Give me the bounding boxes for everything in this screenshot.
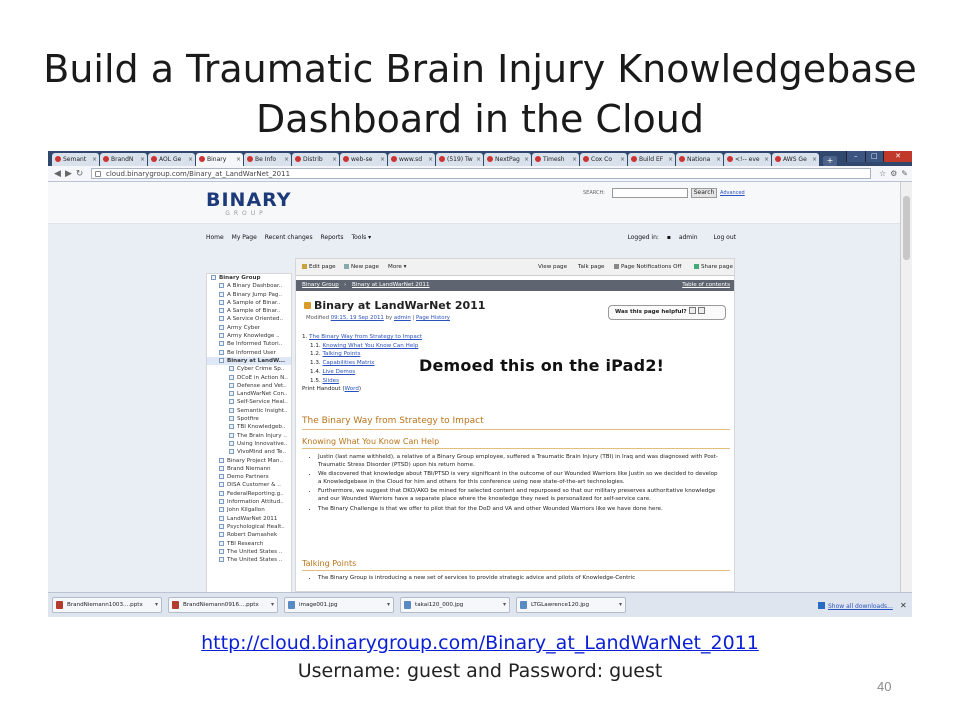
- scrollbar-thumb[interactable]: [903, 196, 910, 260]
- nav-my-page[interactable]: My Page: [231, 234, 257, 241]
- page-icon: [229, 441, 234, 446]
- downloads-bar: [48, 592, 912, 617]
- page-icon: [219, 507, 224, 512]
- tree-item-label: Information Attitud..: [227, 499, 284, 506]
- toc-item: [302, 333, 422, 342]
- download-menu-icon[interactable]: ▾: [502, 601, 506, 608]
- page-icon: [229, 391, 234, 396]
- download-menu-icon[interactable]: ▾: [618, 601, 622, 608]
- download-filename: LTGLawrence120.jpg: [531, 602, 590, 608]
- tree-item[interactable]: [207, 315, 291, 323]
- tree-item[interactable]: [207, 448, 291, 456]
- tab-favicon-icon: [103, 156, 109, 162]
- site-header: [48, 182, 900, 224]
- tab-favicon-icon: [583, 156, 589, 162]
- browser-tab[interactable]: [196, 153, 243, 166]
- tab-close-icon[interactable]: ×: [763, 156, 769, 163]
- browser-tab[interactable]: [52, 153, 99, 166]
- modified-line: Modified 09:15, 19 Sep 2011 by admin | Page History: [306, 315, 450, 321]
- tree-item-label: Spotfire: [237, 416, 259, 423]
- site-nav: [206, 234, 742, 244]
- toc-number: 1.4.: [310, 368, 323, 375]
- tab-close-icon[interactable]: ×: [619, 156, 625, 163]
- user-area: [627, 234, 742, 241]
- list-item: • The Binary Group is introducing a new set of services to provide strategic advice and pilots of Knowledge-Centric: [318, 575, 722, 583]
- section-heading-strategy: The Binary Way from Strategy to Impact: [302, 416, 730, 430]
- list-item: • The Binary Challenge is that we offer to pilot that for the DoD and VA and other Wounded Warriors like we have done here.: [318, 506, 722, 514]
- web-page: [48, 182, 900, 592]
- nav-home[interactable]: Home: [206, 234, 224, 241]
- article-toc: [302, 333, 422, 394]
- tree-item-label: Binary Group: [219, 275, 261, 281]
- tab-favicon-icon: [631, 156, 637, 162]
- tab-close-icon[interactable]: ×: [427, 156, 433, 163]
- tree-item-label: TBI Research: [227, 540, 264, 547]
- download-filename: takai120_000.jpg: [415, 602, 464, 608]
- tree-item-label: LandWarNet Con..: [237, 391, 288, 398]
- toc-number: 1.5.: [310, 377, 323, 384]
- page-icon: [211, 275, 216, 280]
- browser-tab[interactable]: [436, 153, 483, 166]
- tree-item[interactable]: [207, 498, 291, 506]
- browser-tab[interactable]: [676, 153, 723, 166]
- tab-label: AWS Ge: [783, 156, 807, 163]
- browser-tab[interactable]: [628, 153, 675, 166]
- nav-reports[interactable]: Reports: [320, 234, 344, 241]
- tab-label: (519) Tw: [447, 156, 473, 163]
- tab-favicon-icon: [151, 156, 157, 162]
- pptx-file-icon: [172, 601, 179, 609]
- window-controls: [846, 151, 912, 162]
- tab-close-icon[interactable]: ×: [667, 156, 673, 163]
- tree-item[interactable]: [207, 382, 291, 390]
- callout-text: Demoed this on the iPad2!: [419, 356, 665, 375]
- tab-favicon-icon: [727, 156, 733, 162]
- thumbs-down-icon[interactable]: [698, 307, 705, 314]
- page-icon: [219, 549, 224, 554]
- vertical-scrollbar[interactable]: [900, 182, 912, 592]
- tab-label: Binary: [207, 156, 227, 163]
- tree-item-label: Robert Damashek: [227, 532, 278, 539]
- wrench-icon[interactable]: ✎: [901, 169, 912, 178]
- binary-logo[interactable]: [206, 190, 302, 222]
- tree-item[interactable]: [207, 531, 291, 539]
- new-page-icon: [344, 264, 349, 269]
- credentials-text: Username: guest and Password: guest: [297, 660, 663, 682]
- download-filename: BrandNiemann1003....pptx: [67, 602, 143, 608]
- tree-item[interactable]: [207, 357, 291, 365]
- tab-label: Be Info: [255, 156, 277, 163]
- tree-item[interactable]: [207, 490, 291, 498]
- download-icon: [818, 602, 825, 609]
- logged-in-label: Logged in:: [627, 234, 661, 241]
- crumb-current[interactable]: Binary at LandWarNet 2011: [352, 282, 430, 288]
- more-menu[interactable]: More ▾: [388, 264, 407, 270]
- search-label: SEARCH:: [583, 190, 605, 196]
- download-item[interactable]: [52, 597, 162, 613]
- thumbs-up-icon[interactable]: [689, 307, 696, 314]
- modified-user-link[interactable]: admin: [393, 315, 411, 321]
- new-tab-icon[interactable]: +: [823, 156, 837, 166]
- back-icon[interactable]: ◀: [54, 168, 61, 179]
- browser-tab[interactable]: [580, 153, 627, 166]
- tree-item[interactable]: [207, 465, 291, 473]
- bell-icon: [614, 264, 619, 269]
- tree-item[interactable]: [207, 390, 291, 398]
- image-file-icon: [288, 601, 295, 609]
- tree-item-label: A Sample of Binar..: [227, 299, 281, 306]
- browser-tab[interactable]: [100, 153, 147, 166]
- page-icon: [219, 532, 224, 537]
- tree-item[interactable]: [207, 506, 291, 514]
- tab-favicon-icon: [439, 156, 445, 162]
- word-link[interactable]: Word: [344, 386, 359, 393]
- page-icon: [219, 482, 224, 487]
- tab-close-icon[interactable]: ×: [235, 156, 241, 163]
- advanced-search-link[interactable]: Advanced: [720, 190, 745, 196]
- slide-page-number: 40: [877, 679, 892, 694]
- tab-close-icon[interactable]: ×: [139, 156, 145, 163]
- table-of-contents-link[interactable]: Table of contents: [682, 282, 730, 288]
- tree-item[interactable]: [207, 457, 291, 465]
- page-title: Binary at LandWarNet 2011: [304, 299, 485, 312]
- tab-close-icon[interactable]: ×: [523, 156, 529, 163]
- page-icon: [219, 308, 224, 313]
- page-icon: [219, 474, 224, 479]
- tree-item[interactable]: [207, 432, 291, 440]
- tab-favicon-icon: [343, 156, 349, 162]
- page-history-link[interactable]: Page History: [416, 315, 450, 321]
- view-page-button[interactable]: View page: [538, 264, 568, 270]
- toc-item: [302, 368, 422, 377]
- tree-item-label: Be Informed Tutori..: [227, 341, 283, 348]
- page-icon: [229, 408, 234, 413]
- tree-item-label: The Brain Injury ..: [237, 432, 287, 439]
- toc-link[interactable]: Talking Points: [322, 351, 361, 358]
- browser-tab[interactable]: [244, 153, 291, 166]
- tree-item-label: Defense and Vet..: [237, 382, 287, 389]
- page-icon: [229, 449, 234, 454]
- tree-item-label: Binary at LandW...: [227, 357, 286, 364]
- tab-favicon-icon: [487, 156, 493, 162]
- toc-link[interactable]: Live Demos: [322, 368, 356, 375]
- toolbar-icons: [879, 169, 912, 178]
- logo-sub: GROUP: [225, 210, 267, 217]
- toc-item: [302, 350, 422, 359]
- page-icon: [229, 366, 234, 371]
- tab-favicon-icon: [55, 156, 61, 162]
- tree-item-label: A Sample of Binar..: [227, 308, 281, 315]
- tree-item-label: Semantic Insight..: [237, 407, 288, 414]
- tree-item-label: Army Cyber: [227, 324, 261, 331]
- toc-link[interactable]: Slides: [322, 377, 340, 384]
- tab-label: Distrib: [303, 156, 323, 163]
- download-item[interactable]: [516, 597, 626, 613]
- tree-item[interactable]: [207, 299, 291, 307]
- tab-favicon-icon: [679, 156, 685, 162]
- toc-item: [302, 377, 422, 386]
- page-icon: [219, 283, 224, 288]
- page-icon: [219, 541, 224, 546]
- tab-favicon-icon: [391, 156, 397, 162]
- tree-item-label: DISA Customer & ..: [227, 482, 281, 489]
- page-icon: [219, 557, 224, 562]
- tree-item[interactable]: [207, 374, 291, 382]
- download-item[interactable]: [168, 597, 278, 613]
- tab-favicon-icon: [295, 156, 301, 162]
- tree-item-label: A Binary Dashboar..: [227, 283, 283, 290]
- page-icon: [229, 416, 234, 421]
- download-filename: BrandNiemann0916....pptx: [183, 602, 259, 608]
- page-icon: [95, 171, 101, 177]
- tab-label: web-se: [351, 156, 373, 163]
- browser-tab[interactable]: [148, 153, 195, 166]
- page-icon: [219, 358, 224, 363]
- tab-label: Cox Co: [591, 156, 612, 163]
- tab-label: AOL Ge: [159, 156, 182, 163]
- minimize-icon[interactable]: –: [846, 151, 865, 162]
- helpful-widget: Was this page helpful?: [608, 305, 726, 320]
- tree-item[interactable]: [207, 407, 291, 415]
- crumb-separator-icon: ›: [344, 282, 347, 288]
- page-icon: [229, 433, 234, 438]
- url-text: cloud.binarygroup.com/Binary_at_LandWarNet_2011: [106, 170, 291, 178]
- browser-tab[interactable]: [388, 153, 435, 166]
- page-title-icon: [304, 302, 311, 309]
- browser-tab[interactable]: [292, 153, 339, 166]
- browser-screenshot: [48, 151, 912, 617]
- toc-link[interactable]: Knowing What You Know Can Help: [322, 342, 419, 349]
- forward-icon[interactable]: ▶: [65, 168, 72, 179]
- tree-item[interactable]: [207, 365, 291, 373]
- tab-label: Semant: [63, 156, 87, 163]
- toc-number: 1.2.: [310, 351, 323, 358]
- tab-label: www.sd: [399, 156, 423, 163]
- tree-item-label: LandWarNet 2011: [227, 515, 278, 522]
- tree-item[interactable]: [207, 349, 291, 357]
- page-icon: [229, 399, 234, 404]
- image-file-icon: [520, 601, 527, 609]
- browser-tab[interactable]: [340, 153, 387, 166]
- toc-number: 1.: [302, 334, 310, 340]
- logo-main: BINARY: [206, 189, 292, 211]
- tree-item[interactable]: [207, 274, 291, 282]
- tab-favicon-icon: [247, 156, 253, 162]
- tab-close-icon[interactable]: ×: [331, 156, 337, 163]
- tab-close-icon[interactable]: ×: [91, 156, 97, 163]
- breadcrumb: [296, 280, 735, 291]
- user-icon: ▪: [666, 234, 673, 241]
- tab-close-icon[interactable]: ×: [811, 156, 817, 163]
- star-icon[interactable]: ☆: [878, 169, 891, 178]
- tree-item[interactable]: [207, 291, 291, 299]
- page-icon: [229, 375, 234, 380]
- window-close-icon[interactable]: ✕: [883, 151, 912, 162]
- tree-item-label: Army Knowledge ..: [227, 333, 280, 340]
- share-icon: [694, 264, 699, 269]
- print-handout: Print Handout (Word): [302, 386, 362, 393]
- new-page-button[interactable]: New page: [344, 259, 379, 276]
- notifications-button[interactable]: Page Notifications Off: [614, 259, 681, 276]
- show-all-downloads-link[interactable]: Show all downloads...: [818, 602, 893, 610]
- tab-label: BrandN: [111, 156, 134, 163]
- page-icon: [219, 458, 224, 463]
- tree-item-label: A Binary Jump Pag..: [227, 291, 282, 298]
- tab-label: Nationa: [687, 156, 711, 163]
- tree-item[interactable]: [207, 548, 291, 556]
- browser-tab[interactable]: [772, 153, 819, 166]
- tree-item-label: A Service Oriented..: [227, 316, 284, 323]
- tab-close-icon[interactable]: ×: [283, 156, 289, 163]
- tree-item[interactable]: [207, 340, 291, 348]
- tree-item[interactable]: [207, 515, 291, 523]
- toc-item: [302, 359, 422, 368]
- page-toolbar: [296, 259, 735, 276]
- tree-item[interactable]: [207, 540, 291, 548]
- modified-date-link[interactable]: 09:15, 19 Sep 2011: [330, 315, 384, 321]
- tab-close-icon[interactable]: ×: [715, 156, 721, 163]
- talking-points-bullets: [308, 575, 722, 583]
- extension-icon[interactable]: ⚙: [890, 169, 902, 178]
- tree-item[interactable]: [207, 423, 291, 431]
- toc-link[interactable]: Capabilities Matrix: [322, 360, 375, 367]
- tree-item[interactable]: [207, 473, 291, 481]
- article-panel: [295, 258, 735, 592]
- search-button[interactable]: Search: [691, 188, 717, 198]
- list-item: • Furthermore, we suggest that DKO/AKO be mined for selected content and repurposed so that our military preserves authoritative knowledge and our Wounded Warriors have a separate place where the knowledge they need is personalized for self-service care.: [318, 488, 722, 503]
- tree-item-label: TBI Knowledgeb..: [237, 424, 286, 431]
- omnibar: [48, 166, 912, 182]
- download-menu-icon[interactable]: ▾: [154, 601, 158, 608]
- browser-tab[interactable]: [724, 153, 771, 166]
- tree-item-label: FederalReporting.g..: [227, 490, 284, 497]
- nav-recent-changes[interactable]: Recent changes: [264, 234, 313, 241]
- tree-item-label: Using Innovative..: [237, 440, 288, 447]
- slide-title: Build a Traumatic Brain Injury Knowledgebase Dashboard in the Cloud: [43, 47, 917, 141]
- download-menu-icon[interactable]: ▾: [270, 601, 274, 608]
- share-page-button[interactable]: Share page: [694, 259, 733, 276]
- download-item[interactable]: [400, 597, 510, 613]
- list-item: • Justin (last name withheld), a relative of a Binary Group employee, suffered a Traumatic Brain Injury (TBI) in Iraq and was diagnosed with Post-Traumatic Stress Disorder (PTSD) upon his return home.: [318, 454, 722, 469]
- list-item: • We discovered that knowledge about TBI/PTSD is very significant in the outcome of our Wounded Warriors like Justin so we decided to develop a Knowledgebase in the Cloud for him and others for this conference using new state-of-the-art technologies.: [318, 471, 722, 486]
- image-file-icon: [404, 601, 411, 609]
- tab-close-icon[interactable]: ×: [187, 156, 193, 163]
- reload-icon[interactable]: ↻: [75, 168, 84, 179]
- page-icon: [219, 316, 224, 321]
- tree-item-label: VivoMind and Te..: [237, 449, 287, 456]
- tree-item-label: Brand Niemann: [227, 465, 271, 472]
- tab-favicon-icon: [775, 156, 781, 162]
- tree-item[interactable]: [207, 332, 291, 340]
- page-icon: [219, 325, 224, 330]
- toc-item: [302, 342, 422, 351]
- page-icon: [219, 466, 224, 471]
- toc-number: 1.1.: [310, 342, 323, 349]
- logout-link[interactable]: Log out: [713, 234, 736, 241]
- tree-item[interactable]: [207, 282, 291, 290]
- tree-item[interactable]: [207, 324, 291, 332]
- tab-label: Build EF: [639, 156, 664, 163]
- url-input[interactable]: [91, 168, 871, 179]
- tree-item[interactable]: [207, 481, 291, 489]
- page-icon: [219, 516, 224, 521]
- page-icon: [219, 333, 224, 338]
- maximize-icon[interactable]: □: [865, 151, 884, 162]
- edit-page-button[interactable]: Edit page: [302, 259, 336, 276]
- tree-item-label: Self-Service Heal..: [237, 399, 288, 406]
- tree-item-label: The United States ..: [227, 557, 283, 564]
- tab-label: NextPag: [495, 156, 520, 163]
- downloads-close-icon[interactable]: ✕: [900, 601, 907, 610]
- tree-item-label: Binary Project Man..: [227, 457, 284, 464]
- page-icon: [229, 424, 234, 429]
- tab-label: <!-- eve: [735, 156, 760, 163]
- pptx-file-icon: [56, 601, 63, 609]
- tree-item[interactable]: [207, 440, 291, 448]
- download-menu-icon[interactable]: ▾: [386, 601, 390, 608]
- download-item[interactable]: [284, 597, 394, 613]
- toc-number: 1.3.: [310, 360, 323, 367]
- crumb-binary-group[interactable]: Binary Group: [302, 282, 339, 288]
- knowing-bullets: [308, 454, 722, 515]
- tree-item[interactable]: [207, 523, 291, 531]
- page-icon: [219, 491, 224, 496]
- page-icon: [219, 350, 224, 355]
- page-icon: [229, 383, 234, 388]
- pencil-icon: [302, 264, 307, 269]
- talk-page-button[interactable]: Talk page: [578, 264, 605, 270]
- page-icon: [219, 292, 224, 297]
- tab-bar: [48, 151, 912, 166]
- slide-url-link[interactable]: http://cloud.binarygroup.com/Binary_at_LandWarNet_2011: [201, 632, 759, 654]
- tree-item[interactable]: [207, 556, 291, 564]
- tab-favicon-icon: [535, 156, 541, 162]
- tree-item-label: Psychological Healt..: [227, 523, 285, 530]
- tab-label: Timesh: [543, 156, 565, 163]
- nav-tools[interactable]: Tools ▾: [351, 234, 372, 241]
- page-icon: [219, 524, 224, 529]
- tab-close-icon[interactable]: ×: [571, 156, 577, 163]
- search-input[interactable]: [612, 188, 688, 198]
- tree-item-label: Cyber Crime Sp..: [237, 366, 285, 373]
- tab-close-icon[interactable]: ×: [379, 156, 385, 163]
- page-icon: [219, 300, 224, 305]
- download-filename: image001.jpg: [299, 602, 338, 608]
- tab-close-icon[interactable]: ×: [475, 156, 481, 163]
- section-heading-talking-points: Talking Points: [302, 559, 730, 571]
- tree-item-label: Demo Partners: [227, 474, 269, 481]
- tree-item-label: Be Informed User: [227, 349, 276, 356]
- toc-link[interactable]: The Binary Way from Strategy to Impact: [309, 334, 423, 340]
- tab-favicon-icon: [199, 156, 205, 162]
- tree-item-label: DCoE in Action N..: [237, 374, 288, 381]
- section-heading-knowing: Knowing What You Know Can Help: [302, 437, 730, 449]
- tree-item-label: John Kilgallon: [227, 507, 265, 514]
- page-icon: [219, 499, 224, 504]
- tree-item[interactable]: [207, 307, 291, 315]
- tree-item[interactable]: [207, 415, 291, 423]
- tree-item-label: The United States ..: [227, 548, 283, 555]
- tree-item[interactable]: [207, 398, 291, 406]
- page-tree: [206, 273, 292, 593]
- browser-tab[interactable]: [484, 153, 531, 166]
- browser-tab[interactable]: [532, 153, 579, 166]
- page-icon: [219, 341, 224, 346]
- username-link[interactable]: admin: [678, 234, 698, 241]
